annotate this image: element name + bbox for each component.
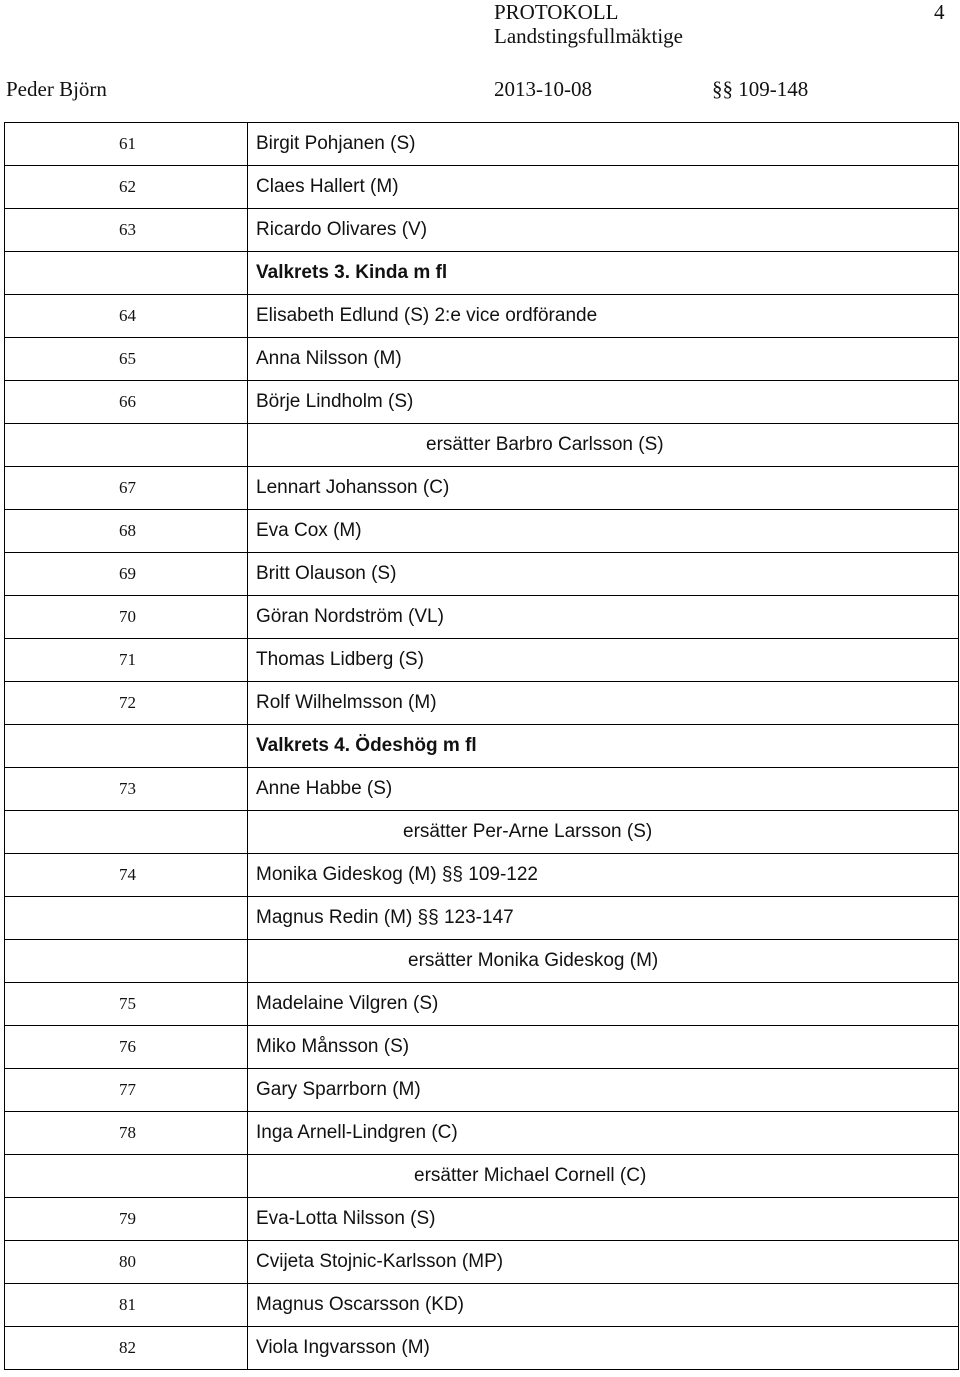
- seat-number: 79: [5, 1198, 248, 1241]
- table-row: [5, 596, 959, 639]
- member-entry: [248, 1112, 959, 1155]
- entry-text: Eva Cox (M): [256, 520, 362, 541]
- seat-number: 80: [5, 1241, 248, 1284]
- table-row: [5, 940, 959, 983]
- table-row: [5, 725, 959, 768]
- seat-number: 70: [5, 596, 248, 639]
- entry-text: Gary Sparrborn (M): [256, 1079, 421, 1100]
- entry-text: Valkrets 3. Kinda m fl: [256, 262, 448, 283]
- member-entry: [248, 381, 959, 424]
- member-entry: [248, 1155, 959, 1198]
- page-number: 4: [934, 0, 945, 24]
- entry-text: Elisabeth Edlund (S) 2:e vice ordförande: [256, 305, 598, 326]
- entry-text: ersätter Michael Cornell (C): [414, 1165, 647, 1186]
- entry-text: ersätter Barbro Carlsson (S): [426, 434, 664, 455]
- entry-text: Thomas Lidberg (S): [256, 649, 424, 670]
- entry-text: Anna Nilsson (M): [256, 348, 402, 369]
- seat-number: [5, 940, 248, 983]
- member-entry: [248, 596, 959, 639]
- member-entry: [248, 940, 959, 983]
- member-entry: [248, 510, 959, 553]
- seat-number: 72: [5, 682, 248, 725]
- member-entry: [248, 1241, 959, 1284]
- seat-number: 73: [5, 768, 248, 811]
- member-entry: [248, 1198, 959, 1241]
- table-row: [5, 381, 959, 424]
- member-entry: [248, 166, 959, 209]
- table-row: [5, 1198, 959, 1241]
- member-entry: [248, 1327, 959, 1370]
- entry-text: Lennart Johansson (C): [256, 477, 450, 498]
- entry-text: Eva-Lotta Nilsson (S): [256, 1208, 436, 1229]
- table-row: [5, 854, 959, 897]
- seat-number: 78: [5, 1112, 248, 1155]
- member-entry: [248, 1069, 959, 1112]
- member-entry: [248, 295, 959, 338]
- table-row: [5, 252, 959, 295]
- table-row: [5, 1069, 959, 1112]
- meeting-date: 2013-10-08: [494, 77, 592, 101]
- attendance-table-body: [5, 123, 959, 1370]
- seat-number: 81: [5, 1284, 248, 1327]
- table-row: [5, 338, 959, 381]
- entry-text: Britt Olauson (S): [256, 563, 397, 584]
- entry-text: Inga Arnell-Lindgren (C): [256, 1122, 458, 1143]
- entry-text: Birgit Pohjanen (S): [256, 133, 416, 154]
- table-row: [5, 1155, 959, 1198]
- seat-number: [5, 897, 248, 940]
- member-entry: [248, 123, 959, 166]
- entry-text: Miko Månsson (S): [256, 1036, 410, 1057]
- entry-text: Göran Nordström (VL): [256, 606, 444, 627]
- seat-number: 67: [5, 467, 248, 510]
- member-entry: [248, 467, 959, 510]
- seat-number: 63: [5, 209, 248, 252]
- entry-text: Madelaine Vilgren (S): [256, 993, 439, 1014]
- entry-text: Anne Habbe (S): [256, 778, 393, 799]
- seat-number: 64: [5, 295, 248, 338]
- entry-text: ersätter Per-Arne Larsson (S): [403, 821, 653, 842]
- seat-number: 62: [5, 166, 248, 209]
- secretary-name: Peder Björn: [6, 77, 107, 101]
- member-entry: [248, 1284, 959, 1327]
- table-row: [5, 1112, 959, 1155]
- entry-text: Magnus Oscarsson (KD): [256, 1294, 465, 1315]
- table-row: [5, 166, 959, 209]
- table-row: [5, 811, 959, 854]
- seat-number: [5, 252, 248, 295]
- seat-number: 61: [5, 123, 248, 166]
- member-entry: [248, 811, 959, 854]
- seat-number: 69: [5, 553, 248, 596]
- document-title: PROTOKOLL: [494, 0, 619, 24]
- member-entry: [248, 768, 959, 811]
- member-entry: [248, 854, 959, 897]
- member-entry: [248, 209, 959, 252]
- member-entry: [248, 682, 959, 725]
- entry-text: Ricardo Olivares (V): [256, 219, 428, 240]
- table-row: [5, 639, 959, 682]
- entry-text: Viola Ingvarsson (M): [256, 1337, 430, 1358]
- table-row: [5, 553, 959, 596]
- district-heading: [248, 725, 959, 768]
- table-row: [5, 510, 959, 553]
- seat-number: [5, 811, 248, 854]
- table-row: [5, 1026, 959, 1069]
- table-row: [5, 1327, 959, 1370]
- table-row: [5, 1284, 959, 1327]
- seat-number: 74: [5, 854, 248, 897]
- assembly-name: Landstingsfullmäktige: [494, 24, 683, 48]
- member-entry: [248, 897, 959, 940]
- seat-number: 82: [5, 1327, 248, 1370]
- seat-number: 75: [5, 983, 248, 1026]
- table-row: [5, 983, 959, 1026]
- table-row: [5, 209, 959, 252]
- entry-text: Valkrets 4. Ödeshög m fl: [256, 735, 477, 756]
- table-row: [5, 768, 959, 811]
- paragraph-range: §§ 109-148: [712, 77, 809, 101]
- seat-number: [5, 725, 248, 768]
- seat-number: 65: [5, 338, 248, 381]
- member-entry: [248, 639, 959, 682]
- table-row: [5, 682, 959, 725]
- seat-number: [5, 1155, 248, 1198]
- seat-number: 68: [5, 510, 248, 553]
- seat-number: [5, 424, 248, 467]
- table-row: [5, 897, 959, 940]
- table-row: [5, 424, 959, 467]
- entry-text: Claes Hallert (M): [256, 176, 399, 197]
- seat-number: 77: [5, 1069, 248, 1112]
- attendance-table: [4, 122, 959, 1370]
- district-heading: [248, 252, 959, 295]
- entry-text: Cvijeta Stojnic-Karlsson (MP): [256, 1251, 504, 1272]
- table-row: [5, 1241, 959, 1284]
- member-entry: [248, 553, 959, 596]
- table-row: [5, 467, 959, 510]
- table-row: [5, 295, 959, 338]
- seat-number: 76: [5, 1026, 248, 1069]
- member-entry: [248, 983, 959, 1026]
- seat-number: 66: [5, 381, 248, 424]
- table-row: [5, 123, 959, 166]
- entry-text: Monika Gideskog (M) §§ 109-122: [256, 864, 538, 885]
- entry-text: Magnus Redin (M) §§ 123-147: [256, 907, 514, 928]
- member-entry: [248, 424, 959, 467]
- member-entry: [248, 338, 959, 381]
- entry-text: Rolf Wilhelmsson (M): [256, 692, 437, 713]
- entry-text: Börje Lindholm (S): [256, 391, 414, 412]
- entry-text: ersätter Monika Gideskog (M): [408, 950, 659, 971]
- member-entry: [248, 1026, 959, 1069]
- seat-number: 71: [5, 639, 248, 682]
